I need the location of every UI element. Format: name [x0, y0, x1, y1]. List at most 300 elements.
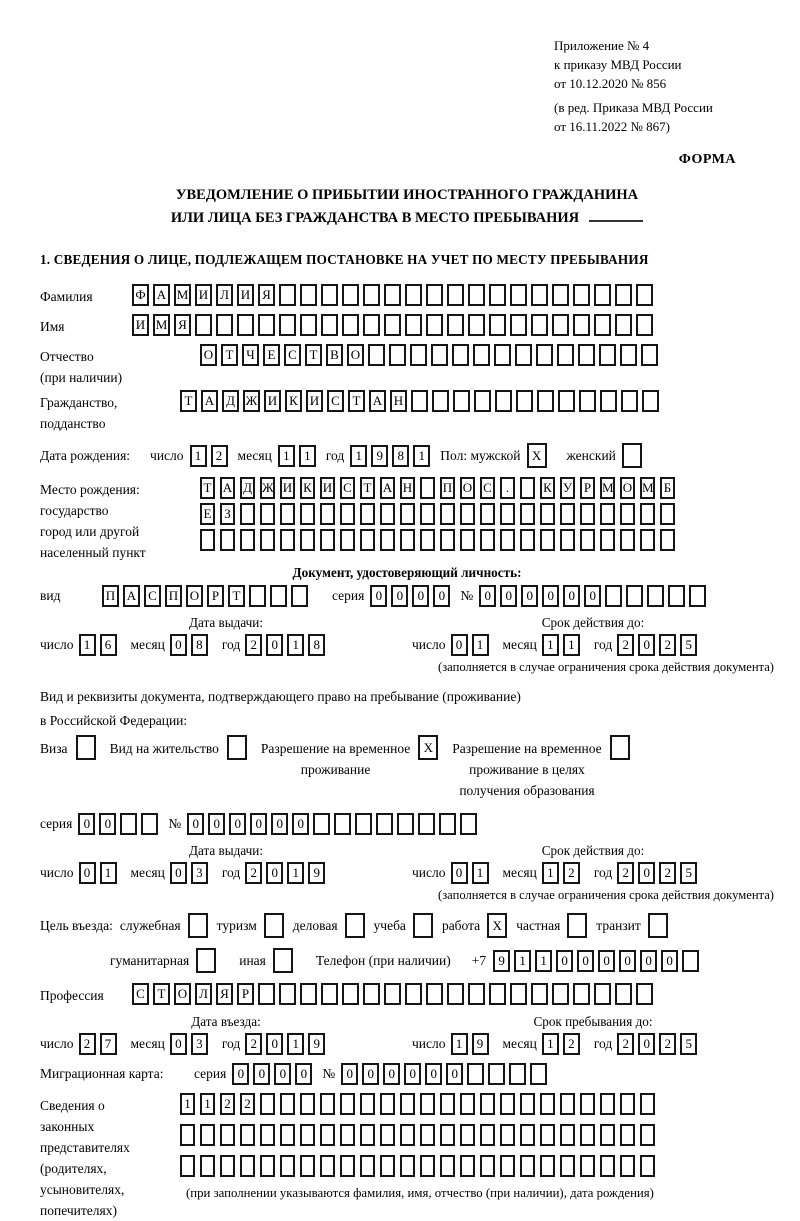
char-cell[interactable] — [360, 1124, 375, 1146]
char-cell[interactable] — [384, 284, 401, 306]
char-cell[interactable] — [258, 314, 275, 336]
char-cell[interactable] — [520, 529, 535, 551]
char-cell[interactable] — [440, 503, 455, 525]
char-cell[interactable] — [640, 1124, 655, 1146]
char-cell[interactable]: 0 — [78, 813, 95, 835]
char-cell[interactable]: И — [280, 477, 295, 499]
char-cell[interactable]: X — [418, 735, 438, 760]
char-cell[interactable]: 0 — [556, 950, 573, 972]
char-cell[interactable]: С — [327, 390, 344, 412]
char-cell[interactable]: 0 — [404, 1063, 421, 1085]
char-cell[interactable] — [321, 983, 338, 1005]
char-cell[interactable]: 0 — [79, 862, 96, 884]
char-cell[interactable] — [400, 503, 415, 525]
char-cell[interactable] — [405, 314, 422, 336]
char-cell[interactable] — [240, 503, 255, 525]
char-cell[interactable] — [537, 390, 554, 412]
char-cell[interactable]: Т — [221, 344, 238, 366]
char-cell[interactable] — [447, 284, 464, 306]
char-cell[interactable]: Т — [228, 585, 245, 607]
char-cell[interactable]: 0 — [521, 585, 538, 607]
char-cell[interactable]: Я — [258, 284, 275, 306]
char-cell[interactable] — [640, 503, 655, 525]
char-cell[interactable] — [389, 344, 406, 366]
char-cell[interactable] — [682, 950, 699, 972]
char-cell[interactable] — [640, 1155, 655, 1177]
char-cell[interactable] — [460, 1155, 475, 1177]
char-cell[interactable] — [560, 1093, 575, 1115]
char-cell[interactable]: 1 — [299, 445, 316, 467]
char-cell[interactable] — [615, 314, 632, 336]
char-cell[interactable]: 2 — [659, 634, 676, 656]
char-cell[interactable]: Б — [660, 477, 675, 499]
char-cell[interactable] — [300, 983, 317, 1005]
char-cell[interactable] — [426, 983, 443, 1005]
char-cell[interactable] — [480, 529, 495, 551]
char-cell[interactable] — [480, 1155, 495, 1177]
char-cell[interactable] — [216, 314, 233, 336]
char-cell[interactable]: С — [144, 585, 161, 607]
char-cell[interactable] — [600, 1124, 615, 1146]
char-cell[interactable] — [594, 314, 611, 336]
char-cell[interactable]: 1 — [287, 1033, 304, 1055]
char-cell[interactable] — [520, 1124, 535, 1146]
char-cell[interactable]: И — [264, 390, 281, 412]
char-cell[interactable]: 2 — [563, 1033, 580, 1055]
char-cell[interactable]: 5 — [680, 862, 697, 884]
char-cell[interactable] — [500, 529, 515, 551]
char-cell[interactable] — [220, 1155, 235, 1177]
char-cell[interactable] — [240, 1124, 255, 1146]
char-cell[interactable] — [260, 503, 275, 525]
char-cell[interactable] — [334, 813, 351, 835]
char-cell[interactable]: И — [320, 477, 335, 499]
char-cell[interactable]: 1 — [472, 862, 489, 884]
char-cell[interactable]: 0 — [433, 585, 450, 607]
char-cell[interactable] — [453, 390, 470, 412]
char-cell[interactable]: М — [600, 477, 615, 499]
char-cell[interactable]: С — [340, 477, 355, 499]
char-cell[interactable]: К — [300, 477, 315, 499]
char-cell[interactable]: 9 — [493, 950, 510, 972]
char-cell[interactable]: 3 — [191, 1033, 208, 1055]
char-cell[interactable] — [567, 913, 587, 938]
char-cell[interactable] — [279, 983, 296, 1005]
char-cell[interactable] — [420, 1093, 435, 1115]
char-cell[interactable]: Л — [195, 983, 212, 1005]
char-cell[interactable]: 2 — [659, 862, 676, 884]
char-cell[interactable]: Т — [348, 390, 365, 412]
char-cell[interactable]: Т — [305, 344, 322, 366]
char-cell[interactable]: 3 — [191, 862, 208, 884]
char-cell[interactable]: 1 — [563, 634, 580, 656]
char-cell[interactable] — [345, 913, 365, 938]
char-cell[interactable]: 0 — [638, 862, 655, 884]
char-cell[interactable] — [580, 503, 595, 525]
char-cell[interactable]: К — [540, 477, 555, 499]
char-cell[interactable]: 0 — [661, 950, 678, 972]
char-cell[interactable] — [300, 1093, 315, 1115]
char-cell[interactable]: 1 — [542, 1033, 559, 1055]
char-cell[interactable] — [467, 1063, 484, 1085]
char-cell[interactable] — [439, 813, 456, 835]
char-cell[interactable] — [594, 284, 611, 306]
char-cell[interactable] — [291, 585, 308, 607]
char-cell[interactable] — [641, 344, 658, 366]
char-cell[interactable]: 1 — [535, 950, 552, 972]
char-cell[interactable] — [420, 477, 435, 499]
char-cell[interactable] — [560, 529, 575, 551]
char-cell[interactable] — [640, 529, 655, 551]
char-cell[interactable]: 0 — [500, 585, 517, 607]
char-cell[interactable] — [520, 1155, 535, 1177]
char-cell[interactable]: О — [620, 477, 635, 499]
char-cell[interactable]: Н — [390, 390, 407, 412]
char-cell[interactable]: П — [440, 477, 455, 499]
char-cell[interactable] — [413, 913, 433, 938]
char-cell[interactable] — [540, 503, 555, 525]
char-cell[interactable] — [384, 314, 401, 336]
char-cell[interactable] — [280, 503, 295, 525]
char-cell[interactable] — [368, 344, 385, 366]
char-cell[interactable] — [560, 1155, 575, 1177]
char-cell[interactable] — [620, 344, 637, 366]
char-cell[interactable] — [509, 1063, 526, 1085]
char-cell[interactable]: 0 — [274, 1063, 291, 1085]
char-cell[interactable]: 0 — [563, 585, 580, 607]
char-cell[interactable]: М — [153, 314, 170, 336]
char-cell[interactable] — [495, 390, 512, 412]
char-cell[interactable] — [605, 585, 622, 607]
char-cell[interactable]: 1 — [514, 950, 531, 972]
char-cell[interactable] — [426, 284, 443, 306]
char-cell[interactable] — [510, 284, 527, 306]
char-cell[interactable]: 8 — [308, 634, 325, 656]
char-cell[interactable] — [195, 314, 212, 336]
char-cell[interactable]: 0 — [250, 813, 267, 835]
char-cell[interactable] — [340, 529, 355, 551]
char-cell[interactable] — [320, 1155, 335, 1177]
char-cell[interactable] — [636, 983, 653, 1005]
char-cell[interactable]: 2 — [245, 1033, 262, 1055]
char-cell[interactable] — [273, 948, 293, 973]
char-cell[interactable] — [510, 314, 527, 336]
char-cell[interactable]: 5 — [680, 634, 697, 656]
char-cell[interactable] — [560, 503, 575, 525]
char-cell[interactable] — [380, 1093, 395, 1115]
char-cell[interactable] — [397, 813, 414, 835]
char-cell[interactable]: 1 — [472, 634, 489, 656]
char-cell[interactable] — [249, 585, 266, 607]
char-cell[interactable] — [300, 284, 317, 306]
char-cell[interactable] — [400, 529, 415, 551]
char-cell[interactable]: 1 — [542, 862, 559, 884]
char-cell[interactable] — [580, 1093, 595, 1115]
char-cell[interactable] — [240, 529, 255, 551]
char-cell[interactable]: 0 — [412, 585, 429, 607]
char-cell[interactable]: 1 — [190, 445, 207, 467]
char-cell[interactable] — [580, 529, 595, 551]
char-cell[interactable] — [426, 314, 443, 336]
char-cell[interactable] — [600, 1155, 615, 1177]
char-cell[interactable]: 0 — [640, 950, 657, 972]
char-cell[interactable]: 0 — [99, 813, 116, 835]
char-cell[interactable]: Ж — [243, 390, 260, 412]
char-cell[interactable]: С — [480, 477, 495, 499]
char-cell[interactable]: В — [326, 344, 343, 366]
char-cell[interactable]: 0 — [619, 950, 636, 972]
char-cell[interactable]: 2 — [240, 1093, 255, 1115]
char-cell[interactable] — [540, 529, 555, 551]
char-cell[interactable] — [141, 813, 158, 835]
char-cell[interactable]: 1 — [542, 634, 559, 656]
char-cell[interactable] — [520, 477, 535, 499]
char-cell[interactable] — [689, 585, 706, 607]
char-cell[interactable] — [515, 344, 532, 366]
char-cell[interactable] — [494, 344, 511, 366]
char-cell[interactable]: 0 — [295, 1063, 312, 1085]
char-cell[interactable]: 0 — [638, 634, 655, 656]
char-cell[interactable] — [460, 503, 475, 525]
char-cell[interactable] — [300, 314, 317, 336]
char-cell[interactable]: Д — [240, 477, 255, 499]
char-cell[interactable] — [376, 813, 393, 835]
char-cell[interactable] — [363, 314, 380, 336]
char-cell[interactable] — [558, 390, 575, 412]
char-cell[interactable] — [280, 1093, 295, 1115]
char-cell[interactable] — [622, 443, 642, 468]
char-cell[interactable] — [620, 1155, 635, 1177]
char-cell[interactable]: 0 — [208, 813, 225, 835]
char-cell[interactable] — [440, 529, 455, 551]
char-cell[interactable]: 0 — [451, 634, 468, 656]
char-cell[interactable]: М — [174, 284, 191, 306]
char-cell[interactable] — [321, 284, 338, 306]
char-cell[interactable] — [573, 314, 590, 336]
char-cell[interactable] — [440, 1155, 455, 1177]
char-cell[interactable]: 1 — [350, 445, 367, 467]
char-cell[interactable] — [474, 390, 491, 412]
char-cell[interactable] — [405, 284, 422, 306]
char-cell[interactable]: Д — [222, 390, 239, 412]
char-cell[interactable] — [200, 1124, 215, 1146]
char-cell[interactable]: 0 — [187, 813, 204, 835]
char-cell[interactable] — [636, 314, 653, 336]
char-cell[interactable] — [237, 314, 254, 336]
char-cell[interactable]: 0 — [425, 1063, 442, 1085]
char-cell[interactable]: А — [153, 284, 170, 306]
char-cell[interactable] — [360, 1093, 375, 1115]
char-cell[interactable]: 0 — [584, 585, 601, 607]
char-cell[interactable] — [580, 1124, 595, 1146]
char-cell[interactable]: 1 — [451, 1033, 468, 1055]
char-cell[interactable] — [342, 314, 359, 336]
char-cell[interactable] — [220, 1124, 235, 1146]
char-cell[interactable]: Ч — [242, 344, 259, 366]
char-cell[interactable] — [599, 344, 616, 366]
char-cell[interactable]: 0 — [391, 585, 408, 607]
char-cell[interactable] — [418, 813, 435, 835]
char-cell[interactable] — [621, 390, 638, 412]
char-cell[interactable]: 0 — [341, 1063, 358, 1085]
char-cell[interactable] — [520, 503, 535, 525]
char-cell[interactable] — [180, 1124, 195, 1146]
char-cell[interactable] — [432, 390, 449, 412]
char-cell[interactable]: 8 — [392, 445, 409, 467]
char-cell[interactable] — [647, 585, 664, 607]
char-cell[interactable] — [580, 1155, 595, 1177]
char-cell[interactable]: А — [380, 477, 395, 499]
char-cell[interactable]: 1 — [278, 445, 295, 467]
char-cell[interactable]: Т — [200, 477, 215, 499]
char-cell[interactable]: Е — [200, 503, 215, 525]
char-cell[interactable] — [380, 529, 395, 551]
char-cell[interactable] — [363, 284, 380, 306]
char-cell[interactable] — [610, 735, 630, 760]
char-cell[interactable] — [188, 913, 208, 938]
char-cell[interactable] — [552, 983, 569, 1005]
char-cell[interactable]: 2 — [563, 862, 580, 884]
char-cell[interactable] — [340, 1124, 355, 1146]
char-cell[interactable]: Р — [580, 477, 595, 499]
char-cell[interactable] — [264, 913, 284, 938]
char-cell[interactable] — [620, 1093, 635, 1115]
char-cell[interactable] — [360, 529, 375, 551]
char-cell[interactable]: Я — [174, 314, 191, 336]
char-cell[interactable]: О — [174, 983, 191, 1005]
char-cell[interactable] — [440, 1093, 455, 1115]
char-cell[interactable] — [468, 284, 485, 306]
char-cell[interactable]: 0 — [266, 862, 283, 884]
char-cell[interactable] — [615, 284, 632, 306]
char-cell[interactable]: 0 — [266, 634, 283, 656]
char-cell[interactable]: 2 — [617, 1033, 634, 1055]
char-cell[interactable] — [600, 529, 615, 551]
char-cell[interactable] — [500, 1093, 515, 1115]
char-cell[interactable] — [200, 529, 215, 551]
char-cell[interactable] — [540, 1093, 555, 1115]
char-cell[interactable] — [380, 1124, 395, 1146]
char-cell[interactable]: 1 — [100, 862, 117, 884]
char-cell[interactable] — [573, 983, 590, 1005]
char-cell[interactable]: 9 — [308, 1033, 325, 1055]
char-cell[interactable]: У — [560, 477, 575, 499]
char-cell[interactable] — [340, 1155, 355, 1177]
char-cell[interactable]: Р — [207, 585, 224, 607]
char-cell[interactable] — [320, 503, 335, 525]
char-cell[interactable]: 0 — [170, 862, 187, 884]
char-cell[interactable] — [420, 1124, 435, 1146]
char-cell[interactable]: 0 — [292, 813, 309, 835]
char-cell[interactable] — [560, 1124, 575, 1146]
char-cell[interactable]: 1 — [287, 634, 304, 656]
char-cell[interactable] — [620, 503, 635, 525]
char-cell[interactable]: О — [460, 477, 475, 499]
char-cell[interactable]: Т — [180, 390, 197, 412]
char-cell[interactable] — [578, 344, 595, 366]
char-cell[interactable] — [300, 529, 315, 551]
char-cell[interactable] — [260, 529, 275, 551]
char-cell[interactable] — [620, 529, 635, 551]
char-cell[interactable]: И — [306, 390, 323, 412]
char-cell[interactable] — [447, 314, 464, 336]
char-cell[interactable] — [480, 1093, 495, 1115]
char-cell[interactable]: 0 — [271, 813, 288, 835]
char-cell[interactable] — [468, 983, 485, 1005]
char-cell[interactable]: 1 — [287, 862, 304, 884]
char-cell[interactable] — [516, 390, 533, 412]
char-cell[interactable]: 1 — [200, 1093, 215, 1115]
char-cell[interactable] — [420, 1155, 435, 1177]
char-cell[interactable]: С — [132, 983, 149, 1005]
char-cell[interactable] — [468, 314, 485, 336]
char-cell[interactable]: 6 — [100, 634, 117, 656]
char-cell[interactable] — [488, 1063, 505, 1085]
char-cell[interactable] — [620, 1124, 635, 1146]
char-cell[interactable] — [384, 983, 401, 1005]
char-cell[interactable]: Т — [153, 983, 170, 1005]
char-cell[interactable]: Ж — [260, 477, 275, 499]
char-cell[interactable] — [270, 585, 287, 607]
char-cell[interactable]: С — [284, 344, 301, 366]
char-cell[interactable] — [473, 344, 490, 366]
char-cell[interactable] — [600, 1093, 615, 1115]
char-cell[interactable] — [76, 735, 96, 760]
char-cell[interactable]: О — [186, 585, 203, 607]
char-cell[interactable] — [342, 284, 359, 306]
char-cell[interactable] — [420, 529, 435, 551]
char-cell[interactable] — [480, 1124, 495, 1146]
char-cell[interactable] — [540, 1155, 555, 1177]
char-cell[interactable] — [260, 1093, 275, 1115]
char-cell[interactable]: 2 — [245, 634, 262, 656]
char-cell[interactable] — [536, 344, 553, 366]
char-cell[interactable]: 0 — [362, 1063, 379, 1085]
char-cell[interactable] — [196, 948, 216, 973]
char-cell[interactable]: Л — [216, 284, 233, 306]
char-cell[interactable] — [410, 344, 427, 366]
char-cell[interactable] — [600, 503, 615, 525]
char-cell[interactable]: 2 — [245, 862, 262, 884]
char-cell[interactable]: Е — [263, 344, 280, 366]
char-cell[interactable]: 9 — [308, 862, 325, 884]
char-cell[interactable]: 7 — [100, 1033, 117, 1055]
char-cell[interactable] — [340, 503, 355, 525]
char-cell[interactable] — [280, 1124, 295, 1146]
char-cell[interactable] — [540, 1124, 555, 1146]
char-cell[interactable]: 1 — [413, 445, 430, 467]
char-cell[interactable] — [240, 1155, 255, 1177]
char-cell[interactable]: 0 — [232, 1063, 249, 1085]
char-cell[interactable] — [300, 1124, 315, 1146]
char-cell[interactable]: 5 — [680, 1033, 697, 1055]
char-cell[interactable]: О — [200, 344, 217, 366]
char-cell[interactable]: 2 — [659, 1033, 676, 1055]
char-cell[interactable] — [489, 284, 506, 306]
char-cell[interactable] — [279, 284, 296, 306]
char-cell[interactable] — [440, 1124, 455, 1146]
char-cell[interactable] — [420, 503, 435, 525]
char-cell[interactable]: А — [220, 477, 235, 499]
char-cell[interactable] — [355, 813, 372, 835]
char-cell[interactable] — [489, 983, 506, 1005]
char-cell[interactable] — [280, 1155, 295, 1177]
char-cell[interactable] — [552, 314, 569, 336]
char-cell[interactable]: 0 — [577, 950, 594, 972]
char-cell[interactable]: П — [165, 585, 182, 607]
char-cell[interactable]: 2 — [220, 1093, 235, 1115]
char-cell[interactable] — [520, 1093, 535, 1115]
